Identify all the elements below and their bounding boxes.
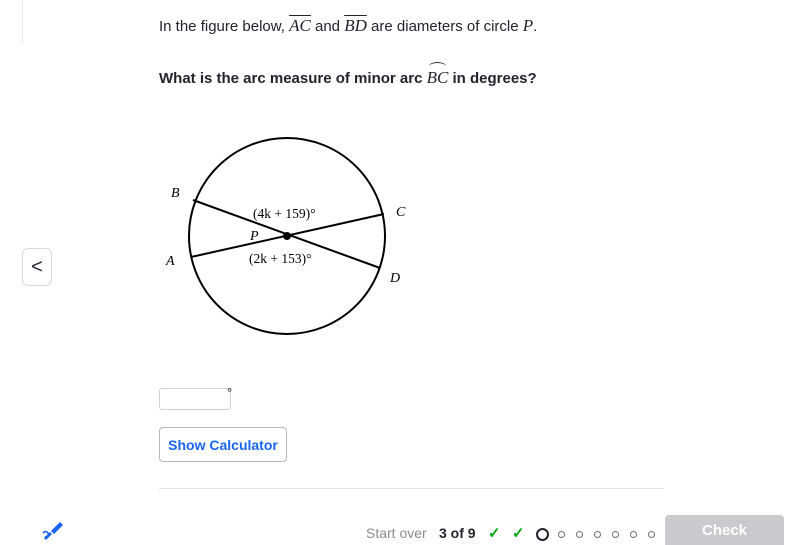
circle-diagram (150, 130, 420, 340)
label-p: P (250, 229, 259, 244)
progress-steps (488, 525, 666, 543)
show-calculator-button[interactable]: Show Calculator (159, 427, 287, 462)
start-over-link[interactable]: Start over (366, 525, 427, 541)
label-a: A (166, 254, 175, 269)
left-panel-edge (0, 0, 23, 44)
step-todo-icon (612, 531, 619, 538)
chevron-left-icon: < (31, 256, 43, 278)
step-todo-icon (594, 531, 601, 538)
arc-bc (427, 68, 449, 87)
check-button[interactable]: Check (665, 515, 784, 545)
progress-count: 3 of 9 (439, 525, 476, 541)
prompt-text: are diameters of circle (366, 18, 523, 35)
step-todo-icon (576, 531, 583, 538)
back-button[interactable] (22, 248, 52, 286)
label-d: D (390, 271, 401, 286)
angle-top-label: (4k + 159)° (253, 206, 316, 221)
segment-bd: $\overline{BD}$ (344, 16, 367, 35)
prompt-text: and (310, 18, 345, 35)
question-text: What is the arc measure of minor arc (159, 70, 427, 87)
divider (159, 488, 664, 489)
answer-input[interactable] (159, 388, 231, 410)
label-b: B (171, 186, 180, 201)
prompt-text: . (533, 18, 538, 35)
prompt-text: In the figure below, (159, 18, 290, 35)
circle-name: P (522, 16, 534, 35)
angle-bottom-label: (2k + 153)° (249, 251, 312, 266)
step-correct-check-icon: ✓ (512, 525, 525, 542)
step-todo-icon (630, 531, 637, 538)
problem-prompt (159, 16, 537, 36)
step-current-icon (536, 528, 549, 541)
degree-unit: ° (227, 385, 233, 400)
arc-label: BC (426, 68, 449, 87)
step-todo-icon (558, 531, 565, 538)
footer-bar (0, 514, 800, 542)
segment-ac: $\overline{AC}$ (289, 16, 311, 35)
arc-symbol (429, 62, 447, 71)
label-c: C (396, 205, 406, 220)
step-correct-check-icon: ✓ (488, 525, 501, 542)
center-point (283, 232, 291, 240)
scratchpad-pen-icon[interactable] (40, 516, 66, 542)
problem-question (159, 68, 537, 88)
question-text: in degrees? (448, 70, 537, 87)
step-todo-icon (648, 531, 655, 538)
